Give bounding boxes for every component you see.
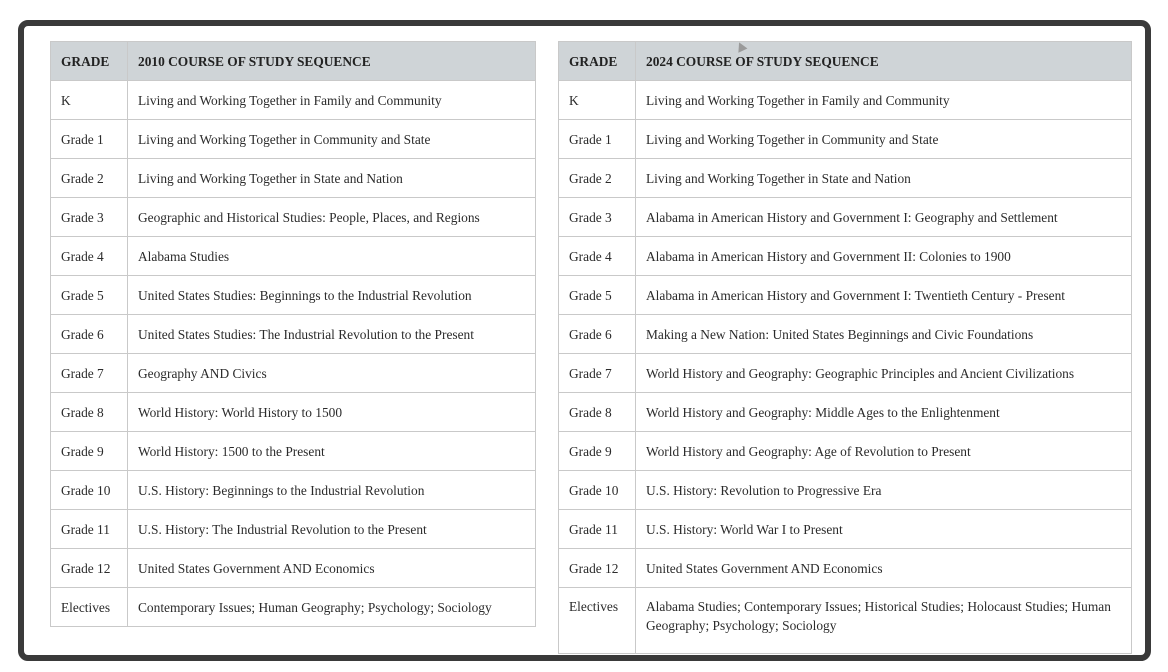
grade-cell: Grade 7	[51, 354, 128, 393]
table-row	[51, 471, 536, 510]
grade-cell: Grade 1	[51, 120, 128, 159]
grade-cell: Grade 10	[51, 471, 128, 510]
table-header-row	[559, 42, 1132, 81]
column-header-grade: GRADE	[51, 42, 128, 81]
table-row	[559, 315, 1132, 354]
table-row	[51, 354, 536, 393]
grade-cell: Grade 5	[559, 276, 636, 315]
grade-cell: Grade 3	[559, 198, 636, 237]
table-row	[559, 81, 1132, 120]
grade-cell: Grade 3	[51, 198, 128, 237]
table-row	[559, 471, 1132, 510]
course-cell: Contemporary Issues; Human Geography; Psychology; Sociology	[128, 588, 536, 627]
course-cell: U.S. History: World War I to Present	[636, 510, 1132, 549]
grade-cell: Grade 12	[559, 549, 636, 588]
course-cell: Living and Working Together in State and Nation	[128, 159, 536, 198]
column-header-course: 2010 COURSE OF STUDY SEQUENCE	[128, 42, 536, 81]
table-2010-course-sequence	[50, 41, 536, 627]
column-header-grade: GRADE	[559, 42, 636, 81]
course-cell: Living and Working Together in Family and Community	[128, 81, 536, 120]
table-2024-course-sequence	[558, 41, 1132, 654]
course-cell: Living and Working Together in Community and State	[128, 120, 536, 159]
table-row	[559, 120, 1132, 159]
grade-cell: Grade 2	[559, 159, 636, 198]
table-row	[51, 159, 536, 198]
grade-cell: Grade 8	[51, 393, 128, 432]
course-cell: World History: World History to 1500	[128, 393, 536, 432]
course-cell: U.S. History: Beginnings to the Industrial Revolution	[128, 471, 536, 510]
table-row	[559, 198, 1132, 237]
grade-cell: Grade 5	[51, 276, 128, 315]
grade-cell: Grade 9	[51, 432, 128, 471]
table-row	[559, 276, 1132, 315]
course-cell: Alabama in American History and Government II: Colonies to 1900	[636, 237, 1132, 276]
column-header-course: 2024 COURSE OF STUDY SEQUENCE	[636, 42, 1132, 81]
course-cell: Alabama Studies	[128, 237, 536, 276]
grade-cell: Grade 6	[51, 315, 128, 354]
table-row	[51, 276, 536, 315]
course-cell: Living and Working Together in Family and Community	[636, 81, 1132, 120]
course-cell: Alabama in American History and Government I: Twentieth Century - Present	[636, 276, 1132, 315]
course-cell: Living and Working Together in State and Nation	[636, 159, 1132, 198]
grade-cell: Grade 4	[559, 237, 636, 276]
grade-cell: Electives	[51, 588, 128, 627]
grade-cell: K	[559, 81, 636, 120]
table-row	[559, 159, 1132, 198]
table-row	[559, 510, 1132, 549]
course-cell: United States Studies: Beginnings to the Industrial Revolution	[128, 276, 536, 315]
table-row	[51, 237, 536, 276]
table-row	[51, 588, 536, 627]
grade-cell: Grade 11	[559, 510, 636, 549]
table-row	[51, 510, 536, 549]
course-cell: Living and Working Together in Community and State	[636, 120, 1132, 159]
course-cell: Making a New Nation: United States Beginnings and Civic Foundations	[636, 315, 1132, 354]
course-cell: U.S. History: The Industrial Revolution to the Present	[128, 510, 536, 549]
course-cell: United States Government AND Economics	[636, 549, 1132, 588]
table-row	[559, 588, 1132, 654]
table-row	[51, 315, 536, 354]
grade-cell: Grade 7	[559, 354, 636, 393]
table-row	[51, 198, 536, 237]
grade-cell: Electives	[559, 588, 636, 654]
grade-cell: Grade 2	[51, 159, 128, 198]
grade-cell: Grade 6	[559, 315, 636, 354]
course-cell: World History and Geography: Middle Ages to the Enlightenment	[636, 393, 1132, 432]
course-cell: World History: 1500 to the Present	[128, 432, 536, 471]
grade-cell: Grade 8	[559, 393, 636, 432]
table-row	[51, 81, 536, 120]
table-row	[51, 120, 536, 159]
table-row	[559, 354, 1132, 393]
course-cell: United States Studies: The Industrial Revolution to the Present	[128, 315, 536, 354]
table-row	[559, 393, 1132, 432]
grade-cell: Grade 9	[559, 432, 636, 471]
course-cell: Alabama in American History and Government I: Geography and Settlement	[636, 198, 1132, 237]
grade-cell: K	[51, 81, 128, 120]
table-row	[51, 393, 536, 432]
course-cell: Geography AND Civics	[128, 354, 536, 393]
table-row	[559, 237, 1132, 276]
course-cell: U.S. History: Revolution to Progressive Era	[636, 471, 1132, 510]
course-cell: United States Government AND Economics	[128, 549, 536, 588]
table-row	[51, 432, 536, 471]
table-row	[559, 432, 1132, 471]
grade-cell: Grade 1	[559, 120, 636, 159]
course-cell: World History and Geography: Age of Revolution to Present	[636, 432, 1132, 471]
grade-cell: Grade 10	[559, 471, 636, 510]
table-row	[559, 549, 1132, 588]
grade-cell: Grade 12	[51, 549, 128, 588]
grade-cell: Grade 11	[51, 510, 128, 549]
course-cell: World History and Geography: Geographic Principles and Ancient Civilizations	[636, 354, 1132, 393]
course-cell: Alabama Studies; Contemporary Issues; Historical Studies; Holocaust Studies; Human Geography; Psychology; Sociology	[636, 588, 1132, 654]
table-header-row	[51, 42, 536, 81]
table-row	[51, 549, 536, 588]
grade-cell: Grade 4	[51, 237, 128, 276]
course-cell: Geographic and Historical Studies: People, Places, and Regions	[128, 198, 536, 237]
